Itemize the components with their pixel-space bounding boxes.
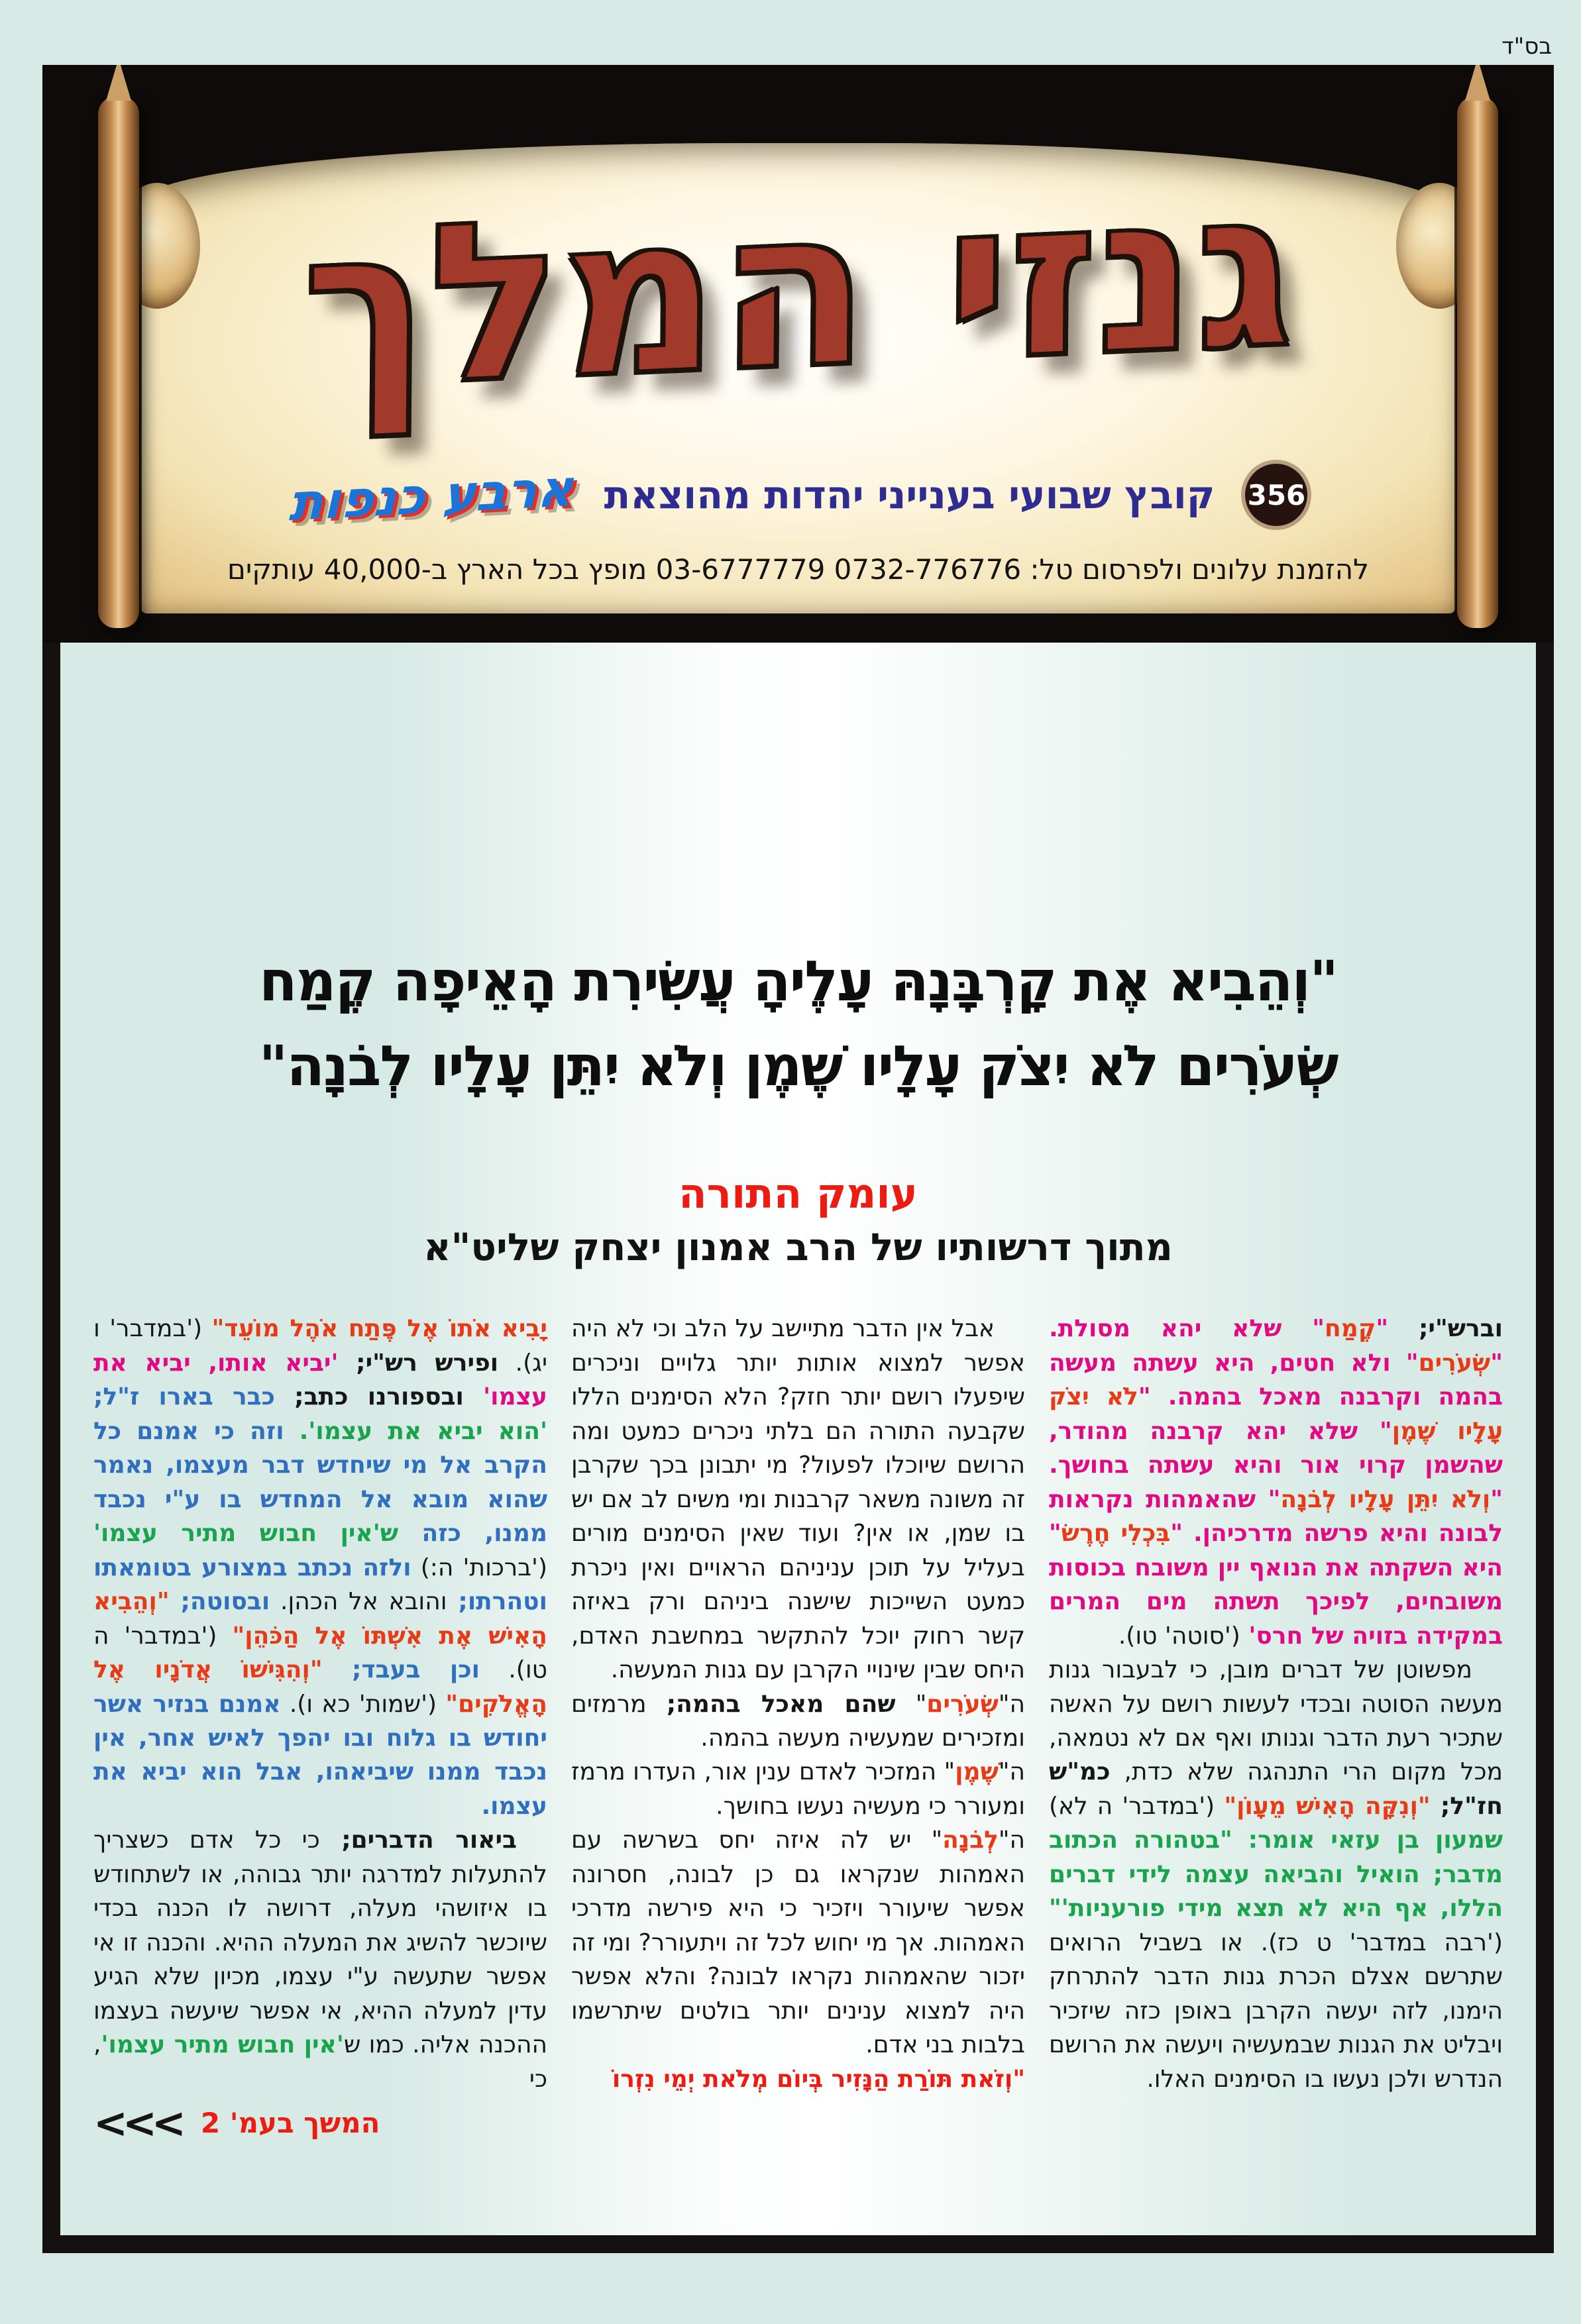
text-segment: 'אין חבוש מתיר עצמו' [101, 2031, 344, 2059]
publisher-logo: ארבע כנפות [288, 458, 574, 532]
text-segment: שהם מאכל בהמה; [666, 1690, 896, 1718]
paragraph [571, 2062, 1025, 2096]
text-segment: "וְזֹאת תּוֹרַת הַנָּזִיר בְּיוֹם מְלֹאת יְמֵי נִזְרוֹ [612, 2065, 1025, 2093]
text-segment: שֶׁמֶן [955, 1758, 999, 1786]
text-segment: 'הוא יביא את עצמו'. [299, 1417, 548, 1445]
issue-number-badge: 356 [1245, 464, 1307, 526]
text-segment: "וְנִקָּה הָאִישׁ מֵעָוֹן" [1224, 1792, 1431, 1820]
text-segment: " ולא חטים, היא עשתה מעשה בהמה וקרבנה מאכל בהמה. " [1049, 1349, 1503, 1411]
continuation-text: המשך בעמ' 2 [200, 2107, 380, 2140]
text-segment: וְלֹא יִתֵּן עָלָיו לְבֹנָה [1280, 1485, 1491, 1513]
section-subtitle: מתוך דרשותיו של הרב אמנון יצחק שליט"א [423, 1226, 1173, 1270]
masthead [42, 65, 1554, 643]
text-segment: "וְהֵבִיא הָאִישׁ אֶת אִשְׁתּוֹ אֶל הַכֹּהֵן" [93, 1588, 547, 1650]
section-title: עומק התורה [679, 1169, 918, 1218]
page-body [60, 643, 1536, 2235]
text-segment: , כי [93, 2031, 547, 2093]
text-segment: אבל אין הדבר מתיישב על הלב וכי לא היה אפשר למצוא אותות יותר גלויים וניכרים שיפעלו רושם יותר חזק? הלא הסימנים הללו שקבעה התורה הם בלתי ניכרים כמעט ומה הרושם שיוכלו לפעול? מי יתבונן בכך שקרבן זה משונה משאר קרבנות ומי משים לב אם יש בו שמן, או אין? ועוד שאין הסימנים מורים בעליל על תוכן עניניהם הראויים ואין ניכרת כמעט השייכות שישנה ביניהם ורק באיזה קשר רחוק יוכל להתקשר במחשבת האדם, היחס שבין שינויי הקרבן עם גנות המעשה. [571, 1315, 1025, 1684]
continuation-notice [93, 2099, 547, 2148]
masthead-subtitle: קובץ שבועי בענייני יהדות מהוצאת [604, 472, 1215, 517]
article-column-right [1049, 1312, 1503, 2211]
publication-title: גנזי המלך [301, 140, 1295, 438]
paragraph [571, 1312, 1025, 1687]
text-segment: ה" [998, 1690, 1025, 1718]
text-segment: וכן בעבד; [322, 1656, 480, 1684]
text-segment: ('שמות' כא ו). [280, 1690, 446, 1718]
article-columns [60, 1312, 1536, 2235]
text-segment: " היא השקתה את הנואף יין משובח בכוסות משובחים, לפיכך תשתה מים המרים במקידה בזויה של חרס' [1049, 1520, 1503, 1650]
paragraph [1049, 1653, 1503, 2096]
text-segment: " יש לה איזה יחס בשרשה עם האמהות שנקראו גם כן לבונה, חסרונה אפשר שיעורר ויזכיר כי היא פירשה מדרכי האמהות. אך מי יחוש לכל זה ויתעורר? ומי זה יזכור שהאמהות נקראו לבונה? והלא אפשר היה למצוא ענינים יותר בולטים שיתרשמו בלבות בני אדם. [571, 1826, 1025, 2059]
masthead-subrow [140, 458, 1456, 532]
text-segment: " שהאמהות נקראות לבונה והיא פרשה מדרכיהן. " [1049, 1485, 1503, 1548]
text-segment: 'יביא אותו, יביא את עצמו' [93, 1349, 547, 1411]
text-segment: שְׂעֹרִים [1418, 1349, 1491, 1377]
text-segment: בִּכְלִי חֶרֶשׂ [1061, 1520, 1171, 1548]
text-segment: לֹא יִצֹק עָלָיו שֶׁמֶן [1049, 1383, 1503, 1445]
article-column-left [93, 1312, 547, 2211]
text-segment: והובא אל הכהן. [270, 1588, 447, 1616]
text-segment: " [895, 1690, 927, 1718]
text-segment: מרמזים ומזכירים שמעשיה מעשה בהמה. [571, 1690, 1025, 1752]
text-segment: ש'אין חבוש מתיר עצמו' [93, 1520, 399, 1548]
paragraph [93, 1823, 547, 2096]
text-segment: ובספורנו כתב; [274, 1383, 484, 1411]
text-segment: ('במדבר' ו יג). [93, 1315, 547, 1377]
text-segment: ('במדבר' ה טו). [93, 1622, 547, 1684]
contact-line: להזמנת עלונים ולפרסום טל: 0732-776776 03-6777779 מופץ בכל הארץ ב-40,000 עותקים [227, 553, 1370, 586]
text-segment: ולזה נכתב במצורע בטומאתו וטהרתו; [93, 1554, 547, 1616]
text-segment: אמנם בנזיר אשר יחודש בו גלוח ובו יהפך לאיש אחר, אין נכבד ממנו שיביאהו, אבל הוא יביא את עצמו. [93, 1690, 547, 1820]
text-segment: ('רבה במדבר' ט כז). או בשביל הרואים שתרשם אצלם הכרת גנות הדבר להתרחק הימנו, לזה יעשה הקרבן באופן כזה שיזכיר ויבליט את הגנות שבמעשיה ויעשה את הרושם הנדרש ולכן נעשו בו הסימנים האלו. [1049, 1928, 1503, 2093]
scroll-pole-right [1457, 97, 1498, 628]
scroll-pole-left [98, 97, 139, 628]
text-segment: וזה כי אמנם כל הקרב אל מי שיחדש דבר מעצמו, נאמר שהוא מובא אל המחדש בו ע"י נכבד ממנו, כזה [93, 1417, 547, 1548]
text-segment: קֶמַח [1325, 1315, 1376, 1343]
text-segment: כי כל אדם כשצריך להתעלות למדרגה יותר גבוהה, או לשתחודש בו איזושהי מעלה, דרושה לו הכנה בכדי שיוכשר להשיג את המעלה ההיא. והכנה זו אי אפשר שתעשה ע"י עצמו, מכיון שלא הגיע עדין למעלה ההיא, אי אפשר שיעשה בעצמו ההכנה אליה. כמו ש [93, 1826, 547, 2059]
text-segment: ופירש רש"י; [338, 1349, 499, 1377]
text-segment: " שלא יהא מסולת. " [1049, 1315, 1503, 1377]
text-segment: וברש"י; [1388, 1315, 1503, 1343]
verse-line-2: שְׂעֹרִים לֹא יִצֹק עָלָיו שֶׁמֶן וְלֹא יִתֵּן עָלָיו לְבֹנָה" [258, 1033, 1338, 1098]
article-column-middle [571, 1312, 1025, 2211]
text-segment: ('במדבר' ה לא) [1049, 1792, 1225, 1820]
text-segment: כבר בארו ז"ל; [93, 1383, 275, 1411]
paragraph [571, 1823, 1025, 2062]
text-segment: מפשוטן של דברים מובן, כי לבעבור גנות מעשה הסוטה ובכדי לעשות רושם על האשה שתכיר רעת הדבר וגנותו ואף אם לא נטמאה, מכל מקום הרי התנהגה שלא כדת, [1049, 1656, 1503, 1786]
text-segment: שְׂעֹרִים [926, 1690, 999, 1718]
pamphlet-sheet [42, 65, 1554, 2253]
text-segment: יָבִיא אֹתוֹ אֶל פֶּתַח אֹהֶל מוֹעֵד" [211, 1315, 547, 1343]
scroll-parchment-graphic [140, 140, 1456, 613]
text-segment: שמעון בן עזאי אומר: "בטהורה הכתוב מדבר; הואיל והביאה עצמה לידי דברים הללו, אף היא לא תצא מידי פורעניות'" [1049, 1826, 1503, 1923]
paragraph [571, 1687, 1025, 1756]
text-segment: " [1376, 1315, 1389, 1343]
text-segment: ('ברכות' ה:) [411, 1554, 547, 1581]
text-segment: ה" [998, 1758, 1025, 1786]
continuation-arrows-icon: <<< [93, 2099, 181, 2148]
text-segment: " שלא יהא קרבנה מהודר, שהשמן קרוי אור והיא עשתה בחושך. " [1049, 1417, 1503, 1513]
text-segment: " המזכיר לאדם ענין אור, העדרו מרמז ומעורר כי מעשיה נעשו בחושך. [571, 1758, 1025, 1820]
text-segment: כמ"ש חז"ל; [1049, 1758, 1503, 1820]
text-segment: ה" [998, 1826, 1025, 1854]
text-segment: "וְהִגִּישׁוֹ אֲדֹנָיו אֶל הָאֱלֹקִים" [93, 1656, 547, 1718]
text-segment: לְבֹנָה [942, 1826, 999, 1854]
bsd-mark: בס"ד [1501, 33, 1552, 60]
paragraph [571, 1755, 1025, 1823]
verse-line-1: "וְהֵבִיא אֶת קָרְבָּנָהּ עָלֶיהָ עֲשִׂירִת הָאֵיפָה קֶמַח [258, 949, 1338, 1014]
paragraph [93, 1312, 547, 1823]
paragraph [1049, 1312, 1503, 1653]
text-segment: ('סוטה' טו). [1118, 1622, 1240, 1650]
text-segment: ובסוטה; [169, 1588, 270, 1616]
text-segment: ביאור הדברים; [319, 1826, 517, 1854]
torah-verse [60, 939, 1536, 1108]
